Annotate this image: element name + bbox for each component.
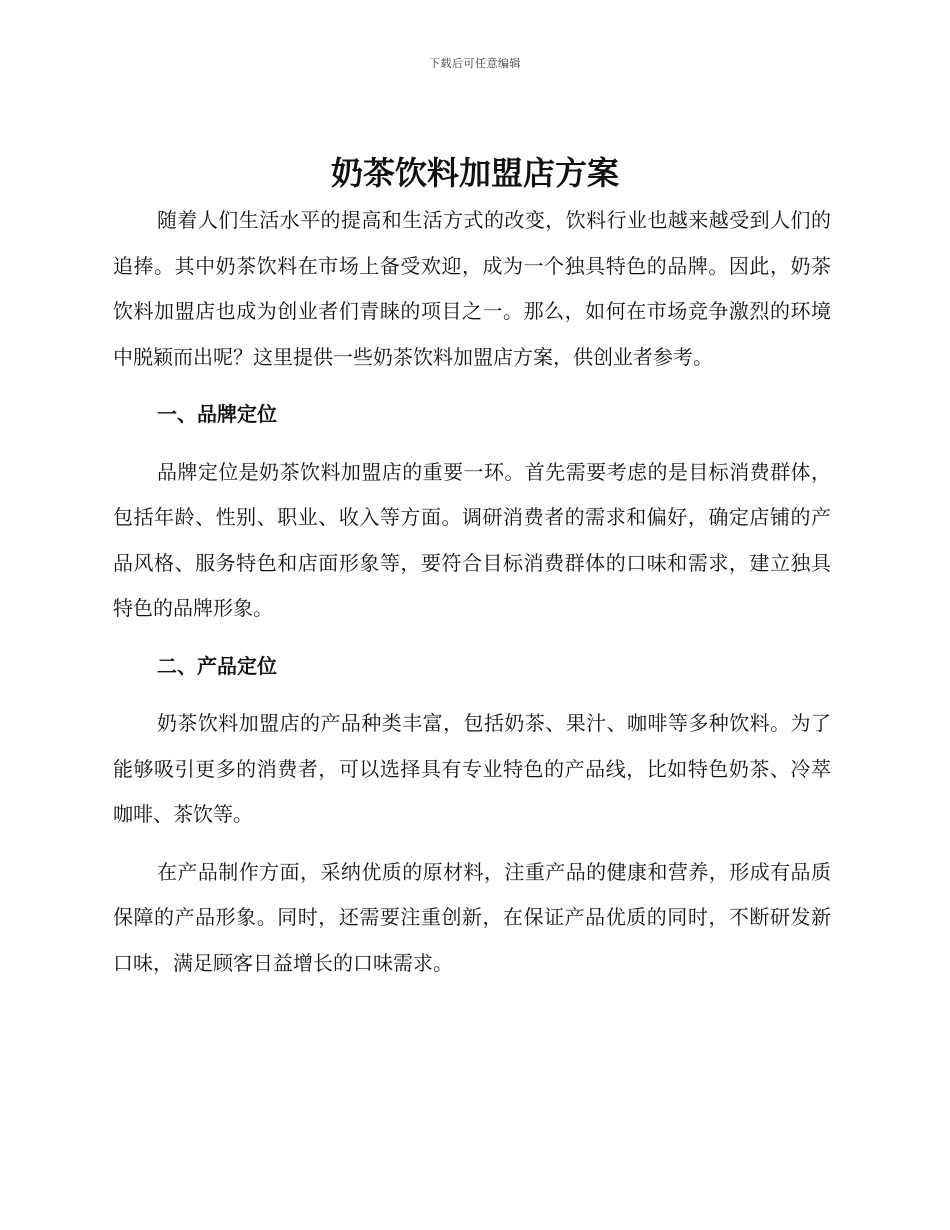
product-paragraph-1: 奶茶饮料加盟店的产品种类丰富，包括奶茶、果汁、咖啡等多种饮料。为了能够吸引更多的消费者，可以选择具有专业特色的产品线，比如特色奶茶、冷萃咖啡、茶饮等。	[113, 711, 831, 826]
product-paragraph-2: 在产品制作方面，采纳优质的原材料，注重产品的健康和营养，形成有品质保障的产品形象。同时，还需要注重创新，在保证产品优质的同时，不断研发新口味，满足顾客日益增长的口味需求。	[113, 859, 831, 975]
section-heading-brand: 一、品牌定位	[157, 402, 277, 426]
spacer	[113, 632, 831, 644]
brand-paragraph: 品牌定位是奶茶饮料加盟店的重要一环。首先需要考虑的是目标消费群体，包括年龄、性别、职业、收入等方面。调研消费者的需求和偏好，确定店铺的产品风格、服务特色和店面形象等，要符合目标消费群体的口味和需求，建立独具特色的品牌形象。	[113, 459, 831, 620]
intro-paragraph: 随着人们生活水平的提高和生活方式的改变，饮料行业也越来越受到人们的追捧。其中奶茶饮料在市场上备受欢迎，成为一个独具特色的品牌。因此，奶茶饮料加盟店也成为创业者们青睐的项目之一。那么，如何在市场竞争激烈的环境中脱颖而出呢？这里提供一些奶茶饮料加盟店方案，供创业者参考。	[113, 208, 831, 369]
spacer	[113, 438, 831, 450]
spacer	[113, 380, 831, 392]
spacer	[113, 838, 831, 850]
document-body	[113, 198, 831, 986]
document-title: 奶茶饮料加盟店方案	[330, 154, 619, 192]
spacer	[113, 689, 831, 701]
header-note: 下载后可任意编辑	[429, 57, 521, 70]
section-heading-product: 二、产品定位	[157, 653, 277, 678]
